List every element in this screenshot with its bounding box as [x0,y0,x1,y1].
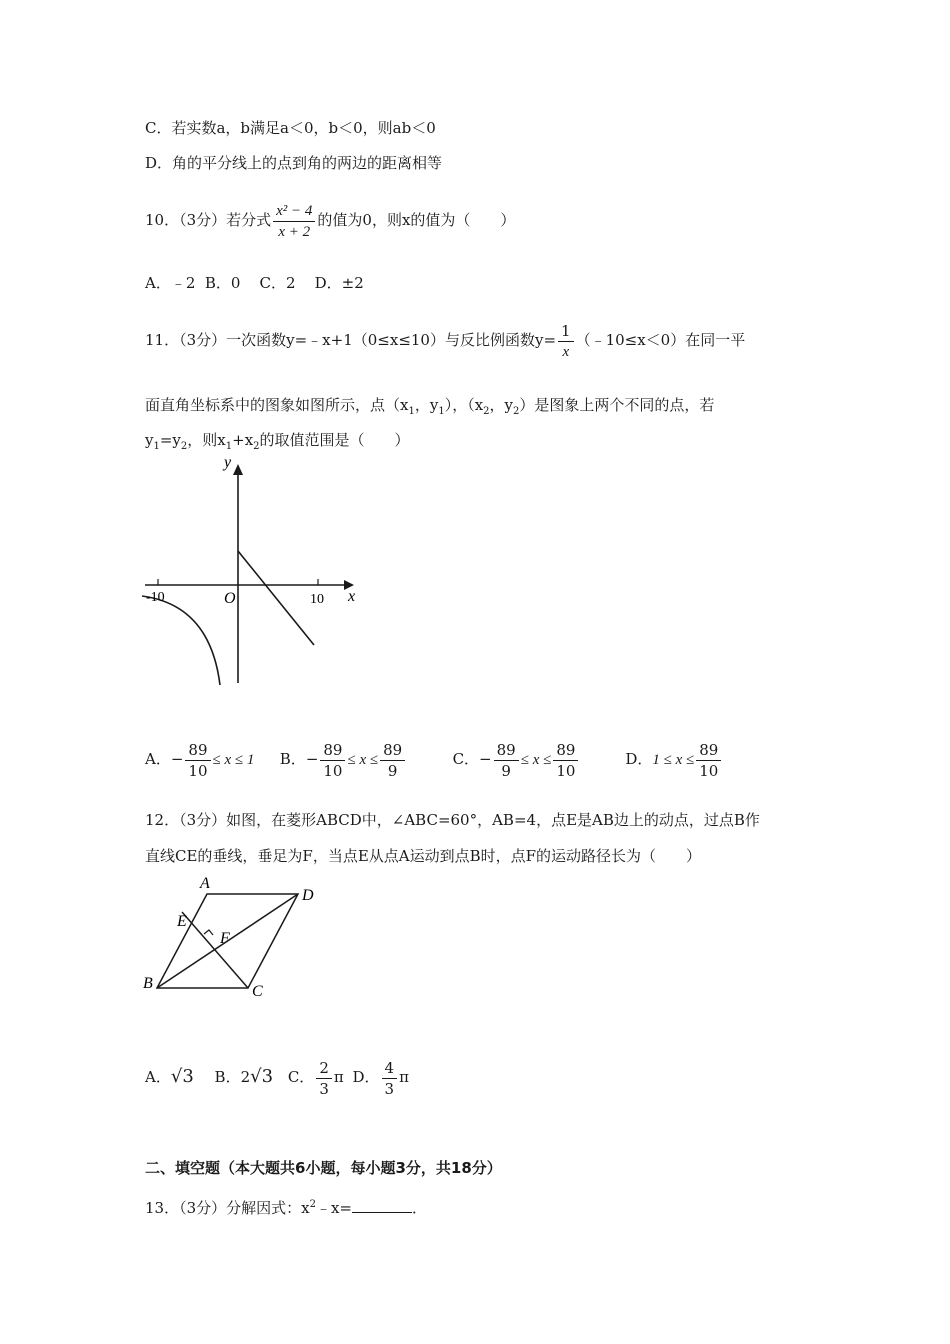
q9-option-c: C．若实数a，b满足a＜0，b＜0，则ab＜0 [145,119,436,137]
q11-b-den2: 9 [387,761,398,780]
q9-option-d: D．角的平分线上的点到角的两边的距离相等 [145,154,443,172]
q11-x-label: x [348,588,356,605]
q11-l2-a: 面直角坐标系中的图象如图所示，点（x [145,396,409,414]
q11-l3-d: +x [232,431,254,449]
q12-c-label: C． [287,1068,315,1086]
q11-fraction [558,322,574,361]
q11-l2-s4: 2 [513,406,520,417]
q13-lead: 13．（3分）分解因式：x [145,1199,310,1217]
q12-label-e: E [177,913,187,930]
q11-frac-den: x [562,343,570,360]
q11-l2-d: ，y [489,396,514,414]
q11-y-label: y [224,455,232,471]
q12-label-b: B [143,975,153,992]
q11-c-mid: ≤ x ≤ [520,752,552,768]
q11-l2-c: ），（x [444,396,484,414]
q11-stem-line1 [145,318,745,362]
q11-l3-s3: 1 [225,441,233,452]
q11-l2-s1: 1 [408,406,415,417]
q11-lead: 11．（3分）一次函数y=﹣x+1（0≤x≤10）与反比例函数y= [145,331,557,349]
q11-option-b [280,737,448,782]
q12-c-den: 3 [319,1079,329,1098]
q11-l3-s2: 2 [180,441,188,452]
q12-line-ce [182,912,248,988]
q12-c-num: 2 [316,1059,332,1079]
q11-b-num2: 89 [380,741,405,761]
q12-right-angle-mark [204,930,213,935]
q12-options [145,1055,409,1099]
q13-answer-blank[interactable] [352,1198,412,1213]
q11-d-label: D． [625,750,653,768]
q11-option-a [145,737,275,782]
q12-d-den: 3 [384,1079,395,1098]
section2-title: 二、填空题（本大题共6小题，每小题3分，共18分） [145,1159,502,1177]
q11-graph [140,455,370,695]
q11-frac-num: 1 [558,322,574,342]
q11-b-den1: 10 [323,761,343,780]
q13-end: ． [412,1199,428,1217]
q11-d-num: 89 [696,741,721,761]
q10-numerator: x² − 4 [273,202,315,222]
q11-neg10-label: -10 [146,590,165,605]
q13-stem [145,1195,427,1218]
q11-tail: （﹣10≤x＜0）在同一平 [575,331,746,349]
q11-l2-s2: 1 [438,406,445,417]
q11-options [145,737,723,782]
q12-d-frac [382,1059,398,1098]
q11-d-frac [696,741,721,780]
q12-a-value: √3 [170,1066,194,1087]
q11-c-den2: 10 [556,761,576,780]
q11-l3-c: ，则x [187,431,226,449]
q12-stem-line2: 直线CE的垂线，垂足为F，当点E从点A运动到点B时，点F的运动路径长为（ ） [145,847,702,865]
q11-a-label: A． [145,750,171,768]
q11-a-frac [185,741,210,780]
q11-l3-s1: 1 [153,441,160,452]
q13-sup: 2 [309,1199,316,1210]
q11-y-arrow [233,464,243,475]
q11-c-frac2 [553,741,578,780]
q12-c-pi: π [333,1068,344,1086]
q11-stem-line2 [145,395,714,422]
q12-c-frac [316,1059,332,1098]
q12-a-label: A． [145,1068,171,1086]
q11-b-frac1 [320,741,345,780]
q11-c-num2: 89 [553,741,578,761]
q11-c-frac1 [494,741,519,780]
q10-tail: 的值为0，则x的值为（ ） [317,211,516,229]
q11-l3-s4: 2 [253,441,260,452]
q11-b-mid: ≤ x ≤ [347,752,379,768]
q11-l3-a: y [145,431,154,449]
q11-linear-graph [238,551,314,645]
q12-d-num: 4 [382,1059,398,1079]
q12-stem-line1: 12．（3分）如图，在菱形ABCD中，∠ABC=60°，AB=4，点E是AB边上的动点，过点B作 [145,811,760,829]
q11-l3-b: =y [159,431,181,449]
q12-b-label: B．2 [214,1068,251,1086]
q11-b-label: B． [279,750,306,768]
q11-a-rest: ≤ x ≤ 1 [212,752,255,768]
q11-l2-s3: 2 [483,406,490,417]
q12-figure [140,872,330,1002]
q11-a-num: 89 [185,741,210,761]
q11-b-frac2 [380,741,405,780]
q10-options: A．﹣2 B．0 C．2 D．±2 [145,274,364,292]
q11-c-num1: 89 [494,741,519,761]
q11-b-num1: 89 [320,741,345,761]
q11-a-sign: − [170,750,184,768]
q12-label-c: C [252,983,263,1000]
q11-c-den1: 9 [501,761,511,780]
q12-b-value: √3 [250,1066,274,1087]
q11-stem-line3 [145,430,410,457]
q12-label-f: F [220,930,230,947]
q12-d-pi: π [399,1068,409,1086]
q11-b-sign: − [305,750,319,768]
q11-pos10-label: 10 [310,592,324,607]
q11-option-c [453,737,621,782]
q12-label-a: A [200,875,210,892]
q10-denominator: x + 2 [278,223,311,240]
q13-tail: ﹣x= [315,1199,352,1217]
q11-l2-b: ，y [414,396,439,414]
q11-c-sign: − [479,750,492,768]
q11-d-den: 10 [699,761,719,780]
q12-d-label: D． [352,1068,380,1086]
q10-lead: 10．（3分）若分式 [145,211,272,229]
q11-origin-label: O [224,590,236,607]
q11-a-den: 10 [188,761,208,780]
q10-fraction [273,202,315,241]
q11-d-pre: 1 ≤ x ≤ [652,752,695,768]
q11-reciprocal-graph [142,596,220,685]
q11-option-d [625,737,723,782]
q11-l3-e: 的取值范围是（ ） [259,431,410,449]
q11-c-label: C． [452,750,480,768]
q10-stem [145,200,515,241]
q12-label-d: D [302,887,314,904]
q11-l2-e: ）是图象上两个不同的点，若 [519,396,715,414]
